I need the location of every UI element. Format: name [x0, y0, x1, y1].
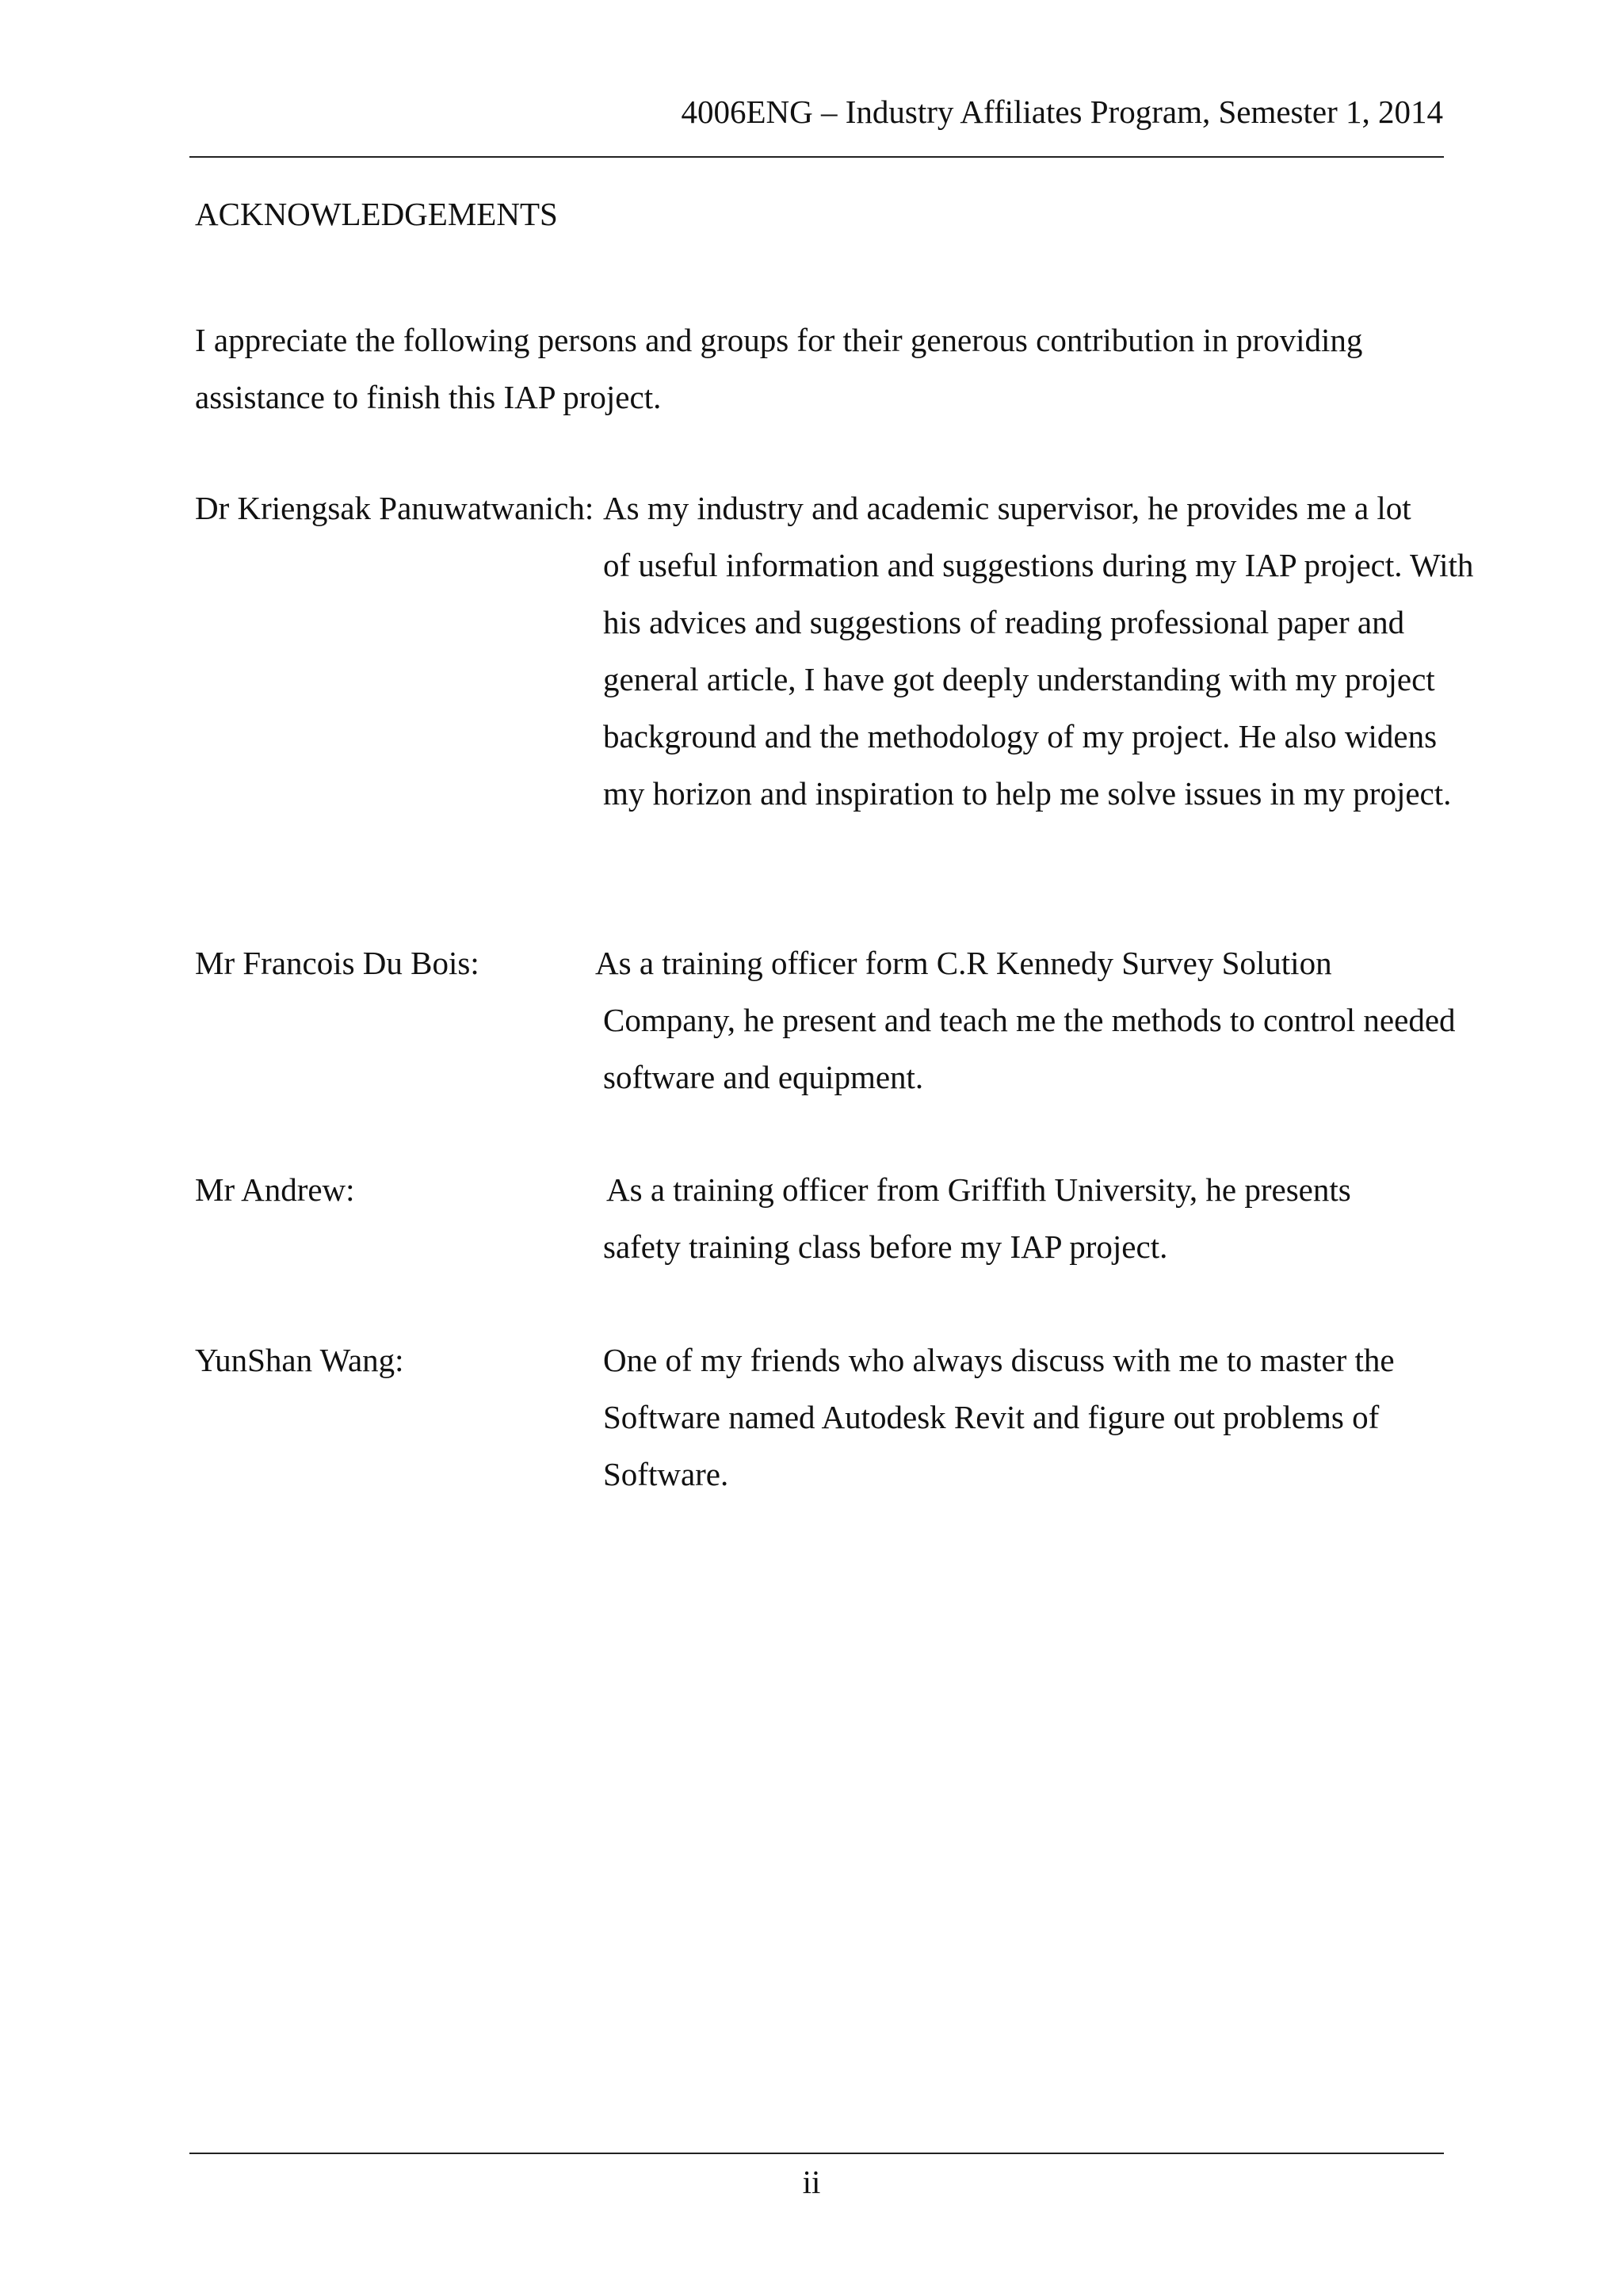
acknowledgement-first-line: One of my friends who always discuss with me to master the [603, 1342, 1395, 1378]
acknowledgement-name: YunShan Wang: [195, 1342, 404, 1378]
running-header: 4006ENG – Industry Affiliates Program, Semester 1, 2014 [681, 94, 1443, 130]
acknowledgement-description [595, 934, 1483, 1106]
acknowledgement-first-line: As a training officer from Griffith University, he presents [606, 1171, 1351, 1208]
intro-paragraph: I appreciate the following persons and groups for their generous contribution in providing assistance to finish this IAP project. [195, 322, 1363, 415]
header-rule [189, 156, 1444, 158]
acknowledgement-continuation: Company, he present and teach me the methods to control needed software and equipment. [603, 1002, 1456, 1095]
acknowledgement-continuation: of useful information and suggestions during my IAP project. With his advices and suggestions of reading professional paper and general article, I have got deeply understanding with my project background and the methodology of my project. He also widens my horizon and inspiration to help me solve issues in my project. [603, 547, 1474, 812]
acknowledgement-name: Mr Andrew: [195, 1171, 355, 1208]
acknowledgement-description [603, 1331, 1483, 1503]
section-title: ACKNOWLEDGEMENTS [195, 196, 558, 232]
page-number: ii [802, 2164, 821, 2200]
acknowledgement-continuation: safety training class before my IAP project. [603, 1228, 1168, 1265]
acknowledgement-first-line: As my industry and academic supervisor, he provides me a lot [603, 490, 1411, 526]
acknowledgement-description [603, 1161, 1483, 1275]
footer-rule [189, 2153, 1444, 2154]
acknowledgement-name: Dr Kriengsak Panuwatwanich: [195, 490, 594, 526]
acknowledgement-name: Mr Francois Du Bois: [195, 945, 479, 981]
acknowledgement-continuation: Software named Autodesk Revit and figure out problems of Software. [603, 1399, 1380, 1492]
acknowledgement-first-line: As a training officer form C.R Kennedy Survey Solution [595, 945, 1332, 981]
acknowledgement-description [603, 479, 1483, 822]
